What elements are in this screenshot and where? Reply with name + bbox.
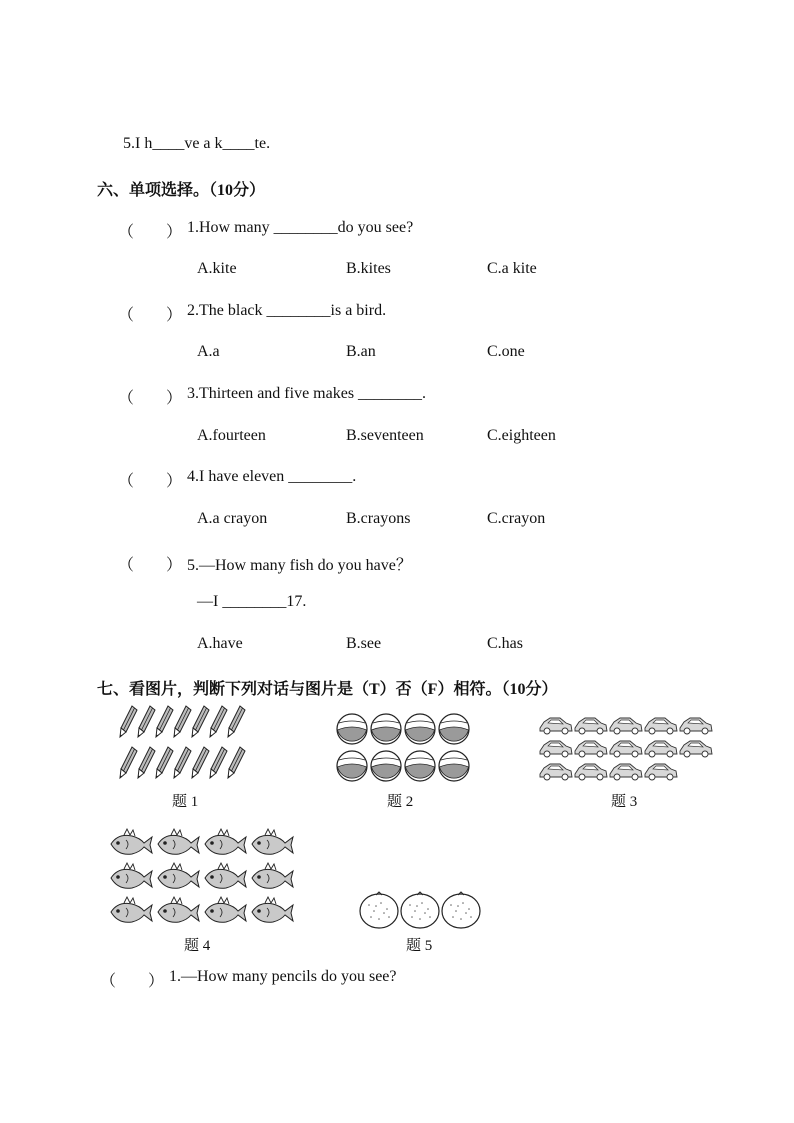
question-1-stem: 1.How many ________do you see? (187, 219, 414, 236)
q5-option-c: C.has (487, 635, 523, 652)
section7-question-1: 1.—How many pencils do you see? (169, 968, 397, 985)
picture-1-pencils (114, 703, 260, 783)
question-4-stem: 4.I have eleven ________. (187, 468, 357, 485)
fish-icon (111, 829, 293, 922)
q1-option-b: B.kites (346, 260, 391, 277)
q1-option-a: A.kite (197, 260, 237, 277)
q2-option-c: C.one (487, 343, 525, 360)
caption-4: 题 4 (184, 938, 211, 954)
prev-item-5: 5.I h____ve a k____te. (123, 135, 271, 152)
car-icon (540, 718, 712, 780)
q1-option-c: C.a kite (487, 260, 537, 277)
caption-1: 题 1 (172, 794, 199, 810)
q4-option-a: A.a crayon (197, 510, 268, 527)
question-3-stem: 3.Thirteen and five makes ________. (187, 385, 427, 402)
answer-paren-3[interactable]: （ ） (118, 390, 183, 407)
answer-paren-2[interactable]: （ ） (118, 307, 183, 324)
picture-2-balls (335, 712, 471, 784)
question-5-stem: 5.—How many fish do you have？ (187, 557, 412, 574)
caption-5: 题 5 (406, 938, 433, 954)
picture-3-cars (536, 713, 716, 785)
picture-5-oranges (358, 888, 482, 930)
answer-paren-5[interactable]: （ ） (118, 557, 183, 574)
q3-option-a: A.fourteen (197, 427, 266, 444)
question-5-sub: —I ________17. (197, 593, 307, 610)
ball-icon (337, 714, 469, 781)
caption-2: 题 2 (387, 794, 414, 810)
q3-option-b: B.seventeen (346, 427, 424, 444)
answer-paren-1[interactable]: （ ） (118, 224, 183, 241)
q4-option-b: B.crayons (346, 510, 411, 527)
q4-option-c: C.crayon (487, 510, 546, 527)
answer-paren-4[interactable]: （ ） (118, 473, 183, 490)
section7-answer-paren-1[interactable]: （ ） (100, 973, 165, 990)
orange-icon (360, 892, 480, 928)
section7-heading: 七、看图片，判断下列对话与图片是（T）否（F）相符。（10分） (97, 681, 558, 698)
pencil-icon (120, 706, 245, 778)
q2-option-b: B.an (346, 343, 376, 360)
q5-option-b: B.see (346, 635, 382, 652)
q3-option-c: C.eighteen (487, 427, 556, 444)
question-2-stem: 2.The black ________is a bird. (187, 302, 387, 319)
q2-option-a: A.a (197, 343, 220, 360)
q5-option-a: A.have (197, 635, 243, 652)
picture-4-fish (106, 826, 296, 926)
caption-3: 题 3 (611, 794, 638, 810)
section6-heading: 六、单项选择。（10分） (97, 182, 266, 199)
